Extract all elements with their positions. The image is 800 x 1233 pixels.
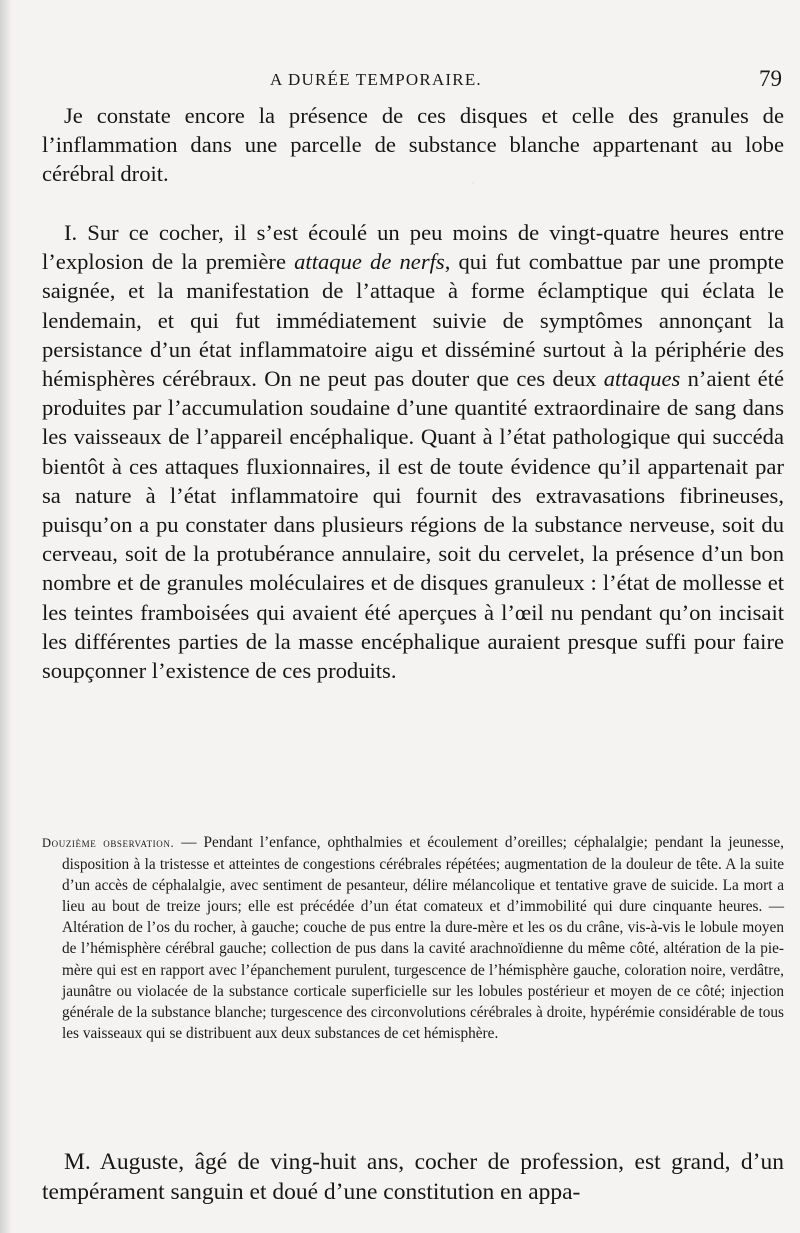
- observation-summary: [42, 832, 784, 1044]
- show-through-texture: ˙: [470, 178, 477, 200]
- paragraph-analysis-coachman: [42, 218, 784, 685]
- page-header: [40, 66, 782, 98]
- paragraph-text-part: n’aient été produites par l’accumulation soudaine d’une quantité extraordinaire de sang dans les vaisseaux de l’appareil encéphalique. Quant à l’état pathologique qui succéda bientôt à ces attaques fluxionnaires, il est de toute évidence qu’il appartenait par sa nature à l’état inflammatoire qui fournit des extravasations fibrineuses, puisqu’on a pu constater dans plusieurs régions de la substance nerveuse, soit du cerveau, soit de la protubérance annulaire, soit du cervelet, la présence d’un bon nombre et de granules moléculaires et de disques granuleux : l’état de mollesse et les teintes framboisées qui avaient été aperçues à l’œil nu pendant qu’on incisait les différentes parties de la masse encéphalique auraient presque suffi pour faire soupçonner l’existence de ces produits.: [42, 366, 784, 684]
- paragraph-text-part: I. Sur ce cocher, il s’est écoulé un peu moins de vingt-quatre heures entre l’explosion de la première: [42, 220, 784, 275]
- observation-text: — Pendant l’enfance, ophthalmies et écoulement d’oreilles; céphalalgie; pendant la jeunesse, disposition à la tristesse et atteintes de congestions cérébrales répétées; augmentation de la douleur de tête. A la suite d’un accès de céphalalgie, avec sentiment de pesanteur, délire mélancolique et tentative grave de suicide. La mort a lieu au bout de treize jours; elle est précédée d’un état comateux et d’immobilité qui dure cinquante heures. — Altération de l’os du rocher, à gauche; couche de pus entre la dure-mère et les os du crâne, vis-à-vis le lobule moyen de l’hémisphère cérébral gauche; collection de pus dans la cavité arachnoïdienne du même côté, altération de la pie-mère qui est en rapport avec l’épanchement purulent, turgescence de l’hémisphère gauche, coloration noire, verdâtre, jaunâtre ou violacée de la substance corticale superficielle sur les lobules postérieur et moyen de ce côté; injection générale de la substance blanche; turgescence des circonvolutions cérébrales à droite, hypérémie considérable de tous les vaisseaux qui se distribuent aux deux substances de cet hémisphère.: [62, 834, 784, 1042]
- paragraph-text: M. Auguste, âgé de ving-huit ans, cocher de profession, est grand, d’un tempérament sanguin et doué d’une constitution en appa-: [42, 1149, 784, 1205]
- italic-term: attaques: [603, 366, 681, 392]
- paragraph-conclusion-previous-case: [42, 101, 784, 189]
- paragraph-case-introduction: [42, 1147, 784, 1207]
- running-head: A DURÉE TEMPORAIRE.: [270, 70, 482, 89]
- paragraph-text-part: , qui fut combattue par une prompte saignée, et la manifestation de l’attaque à forme éclamptique qui éclata le lendemain, et qui fut immédiatement suivie de symptômes annonçant la persistance d’un état inflammatoire aigu et disséminé surtout à la périphérie des hémisphères cérébraux. On ne peut pas douter que ces deux: [42, 249, 784, 392]
- paragraph-text: Je constate encore la présence de ces disques et celle des granules de l’inflammation dans une parcelle de substance blanche appartenant au lobe cérébral droit.: [42, 103, 784, 187]
- observation-label: Douzième observation.: [42, 836, 175, 850]
- page-number: 79: [759, 66, 782, 91]
- italic-term: attaque de nerfs: [294, 249, 445, 275]
- page-edge-shadow: [0, 0, 12, 1233]
